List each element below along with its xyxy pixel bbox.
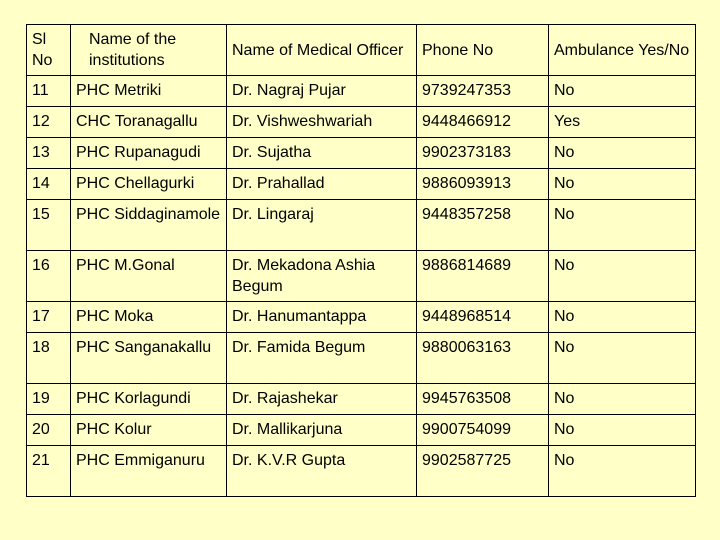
- cell-institution: PHC Kolur: [71, 415, 227, 446]
- cell-sl-no: 15: [27, 200, 71, 251]
- cell-ambulance: No: [549, 384, 696, 415]
- cell-sl-no: 19: [27, 384, 71, 415]
- table-row: [27, 415, 696, 446]
- cell-sl-no: 16: [27, 251, 71, 302]
- cell-phone: 9739247353: [417, 76, 549, 107]
- cell-sl-no: 17: [27, 302, 71, 333]
- cell-sl-no: 18: [27, 333, 71, 384]
- cell-officer: Dr. Mallikarjuna: [227, 415, 417, 446]
- table-row: [27, 251, 696, 302]
- cell-institution: PHC Siddaginamole: [71, 200, 227, 251]
- cell-phone: 9886814689: [417, 251, 549, 302]
- header-institution: Name of the institutions: [71, 25, 227, 76]
- cell-sl-no: 12: [27, 107, 71, 138]
- cell-sl-no: 13: [27, 138, 71, 169]
- table-row: [27, 302, 696, 333]
- table-row: [27, 384, 696, 415]
- table-row: [27, 333, 696, 384]
- cell-institution: PHC Metriki: [71, 76, 227, 107]
- cell-phone: 9880063163: [417, 333, 549, 384]
- cell-sl-no: 11: [27, 76, 71, 107]
- cell-institution: PHC Korlagundi: [71, 384, 227, 415]
- cell-institution: PHC Chellagurki: [71, 169, 227, 200]
- table-row: [27, 446, 696, 497]
- table-header-row: [27, 25, 696, 76]
- cell-ambulance: No: [549, 169, 696, 200]
- cell-ambulance: No: [549, 415, 696, 446]
- cell-officer: Dr. Lingaraj: [227, 200, 417, 251]
- cell-ambulance: No: [549, 251, 696, 302]
- cell-ambulance: No: [549, 138, 696, 169]
- cell-institution: PHC Sanganakallu: [71, 333, 227, 384]
- cell-institution: CHC Toranagallu: [71, 107, 227, 138]
- table-row: [27, 200, 696, 251]
- cell-officer: Dr. Sujatha: [227, 138, 417, 169]
- cell-sl-no: 14: [27, 169, 71, 200]
- cell-sl-no: 21: [27, 446, 71, 497]
- medical-officers-table: [26, 24, 696, 497]
- cell-institution: PHC Emmiganuru: [71, 446, 227, 497]
- cell-institution: PHC Moka: [71, 302, 227, 333]
- cell-ambulance: No: [549, 333, 696, 384]
- table-row: [27, 169, 696, 200]
- cell-phone: 9886093913: [417, 169, 549, 200]
- cell-phone: 9902373183: [417, 138, 549, 169]
- header-phone: Phone No: [417, 25, 549, 76]
- cell-ambulance: No: [549, 446, 696, 497]
- cell-ambulance: Yes: [549, 107, 696, 138]
- cell-officer: Dr. Nagraj Pujar: [227, 76, 417, 107]
- cell-officer: Dr. K.V.R Gupta: [227, 446, 417, 497]
- table-row: [27, 107, 696, 138]
- header-sl-no-line1: Sl: [32, 31, 47, 48]
- cell-phone: 9448968514: [417, 302, 549, 333]
- cell-officer: Dr. Rajashekar: [227, 384, 417, 415]
- table-row: [27, 76, 696, 107]
- cell-phone: 9900754099: [417, 415, 549, 446]
- cell-sl-no: 20: [27, 415, 71, 446]
- header-officer: Name of Medical Officer: [227, 25, 417, 76]
- table-body: [27, 76, 696, 497]
- cell-officer: Dr. Hanumantappa: [227, 302, 417, 333]
- header-sl-no-line2: No: [32, 52, 53, 69]
- cell-ambulance: No: [549, 302, 696, 333]
- cell-ambulance: No: [549, 76, 696, 107]
- cell-officer: Dr. Vishweshwariah: [227, 107, 417, 138]
- cell-institution: PHC M.Gonal: [71, 251, 227, 302]
- cell-officer: Dr. Famida Begum: [227, 333, 417, 384]
- cell-officer: Dr. Mekadona Ashia Begum: [227, 251, 417, 302]
- header-sl-no: [27, 25, 71, 76]
- cell-phone: 9448466912: [417, 107, 549, 138]
- cell-ambulance: No: [549, 200, 696, 251]
- header-ambulance: Ambulance Yes/No: [549, 25, 696, 76]
- cell-institution: PHC Rupanagudi: [71, 138, 227, 169]
- cell-phone: 9945763508: [417, 384, 549, 415]
- cell-officer: Dr. Prahallad: [227, 169, 417, 200]
- cell-phone: 9448357258: [417, 200, 549, 251]
- table-row: [27, 138, 696, 169]
- cell-phone: 9902587725: [417, 446, 549, 497]
